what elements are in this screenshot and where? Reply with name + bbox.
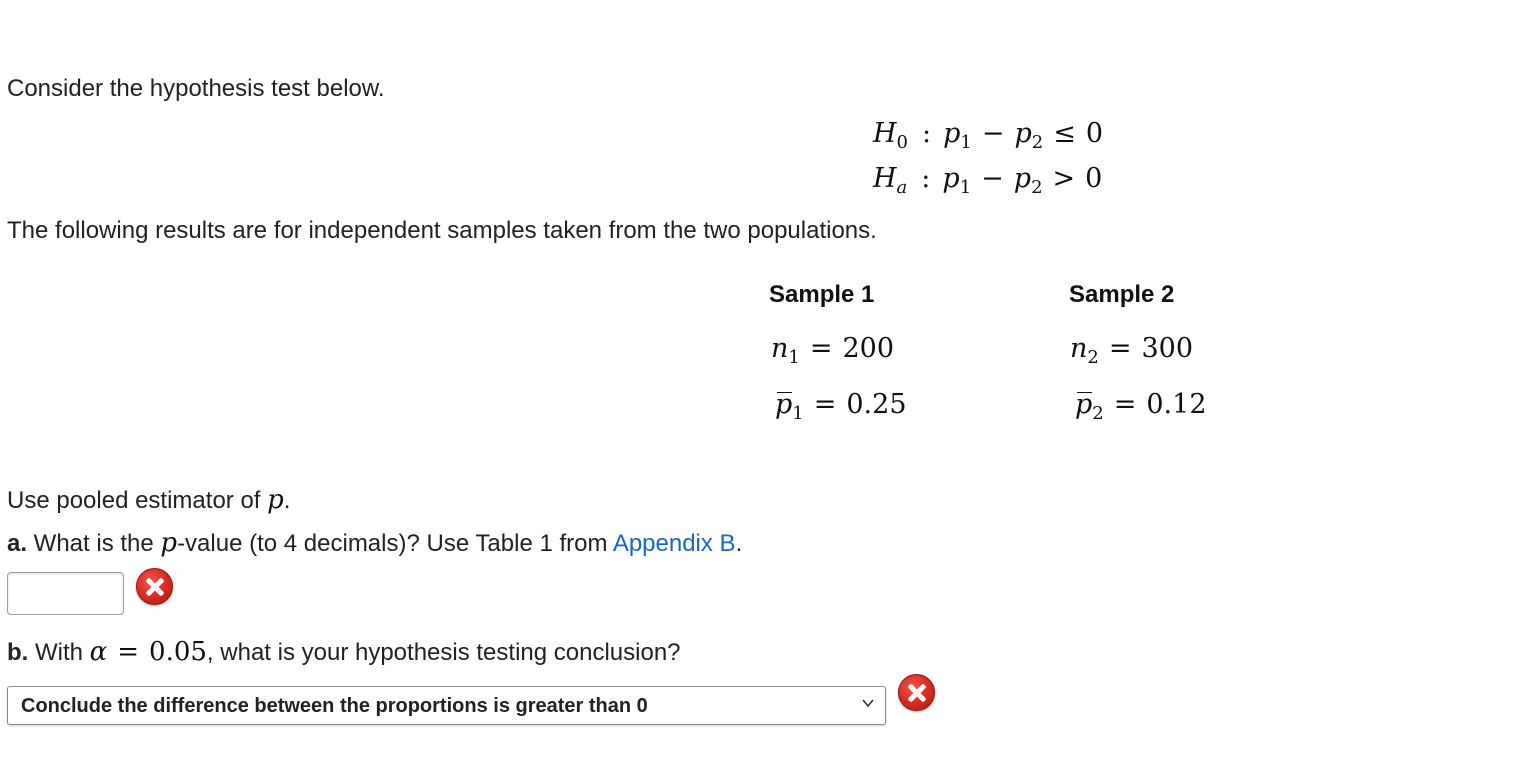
- sample-1-n-value: 200: [842, 333, 895, 364]
- sample-1-n: [771, 333, 894, 374]
- question-a: [7, 529, 742, 558]
- question-a-end: .: [735, 530, 743, 557]
- conclusion-selected-value: Conclude the difference between the proportions is greater than 0: [21, 695, 648, 717]
- sample-2-header: Sample 2: [1069, 281, 1175, 308]
- appendix-b-link[interactable]: Appendix B: [612, 530, 736, 557]
- sample-2-p-sub: 2: [1092, 403, 1104, 424]
- sample-1-p-equals: =: [813, 389, 837, 420]
- alt-p1: p: [942, 163, 960, 194]
- alt-minus: −: [981, 163, 1004, 194]
- null-p2-sub: 2: [1031, 132, 1044, 153]
- alt-h-label: H: [873, 163, 897, 194]
- sample-2-n-sub: 2: [1087, 347, 1099, 368]
- alpha-value: 0.05: [149, 637, 207, 667]
- sample-2-n-symbol: n: [1070, 333, 1088, 364]
- question-a-text-1: What is the: [27, 530, 161, 557]
- sample-1-n-equals: =: [809, 333, 833, 364]
- alt-p2-sub: 2: [1031, 177, 1043, 198]
- pooled-end: .: [283, 487, 291, 514]
- question-b-text-1: With: [28, 639, 90, 666]
- intro-text: Consider the hypothesis test below.: [7, 75, 385, 102]
- question-b-text-2: , what is your hypothesis testing conclusion?: [206, 639, 681, 666]
- sample-2-p: [1075, 389, 1207, 430]
- sample-2-n: [1070, 333, 1193, 374]
- sample-2-p-value: 0.12: [1146, 389, 1207, 420]
- sample-1-p-symbol: p: [775, 389, 793, 420]
- alt-colon: :: [921, 163, 931, 194]
- null-hypothesis: [873, 118, 1103, 159]
- sample-1-p-value: 0.25: [846, 389, 907, 420]
- sample-1-p: [775, 389, 907, 430]
- alpha-equals: =: [117, 637, 140, 667]
- pooled-symbol: p: [267, 485, 284, 515]
- question-b-label: b.: [7, 639, 29, 666]
- p-value-input[interactable]: [7, 572, 124, 615]
- question-b: [7, 638, 681, 667]
- null-colon: :: [922, 118, 932, 149]
- null-operator: ≤: [1053, 118, 1076, 149]
- sample-2-p-equals: =: [1113, 389, 1137, 420]
- null-minus: −: [981, 118, 1005, 149]
- alt-p1-sub: 1: [959, 177, 972, 198]
- sample-2-n-value: 300: [1141, 333, 1194, 364]
- question-a-symbol: p: [160, 528, 178, 558]
- null-p1: p: [943, 118, 961, 149]
- sample-1-p-sub: 1: [792, 403, 804, 424]
- null-h-label: H: [873, 118, 897, 149]
- conclusion-select[interactable]: [7, 686, 886, 725]
- alt-rhs: 0: [1085, 163, 1103, 194]
- sample-1-n-sub: 1: [788, 347, 800, 368]
- pooled-estimator-text: [7, 486, 290, 515]
- null-rhs: 0: [1085, 118, 1104, 149]
- null-p1-sub: 1: [960, 132, 972, 153]
- x-icon: [898, 674, 935, 711]
- results-text: The following results are for independent samples taken from the two populations.: [7, 217, 877, 244]
- pooled-text: Use pooled estimator of: [7, 487, 268, 514]
- null-h-sub: 0: [896, 132, 908, 153]
- alt-operator: >: [1052, 163, 1076, 194]
- alpha-symbol: α: [89, 637, 108, 667]
- chevron-down-icon: [861, 696, 875, 710]
- alt-hypothesis: [873, 163, 1102, 204]
- question-a-text-2: -value (to 4 decimals)? Use Table 1 from: [177, 530, 613, 557]
- sample-2-p-symbol: p: [1075, 389, 1093, 420]
- sample-2-n-equals: =: [1108, 333, 1132, 364]
- x-icon: [136, 568, 173, 605]
- sample-1-header: Sample 1: [769, 281, 875, 308]
- alt-p2: p: [1013, 163, 1032, 194]
- null-p2: p: [1014, 118, 1032, 149]
- question-a-label: a.: [7, 530, 28, 557]
- alt-h-sub: a: [896, 177, 908, 198]
- sample-1-n-symbol: n: [771, 333, 789, 364]
